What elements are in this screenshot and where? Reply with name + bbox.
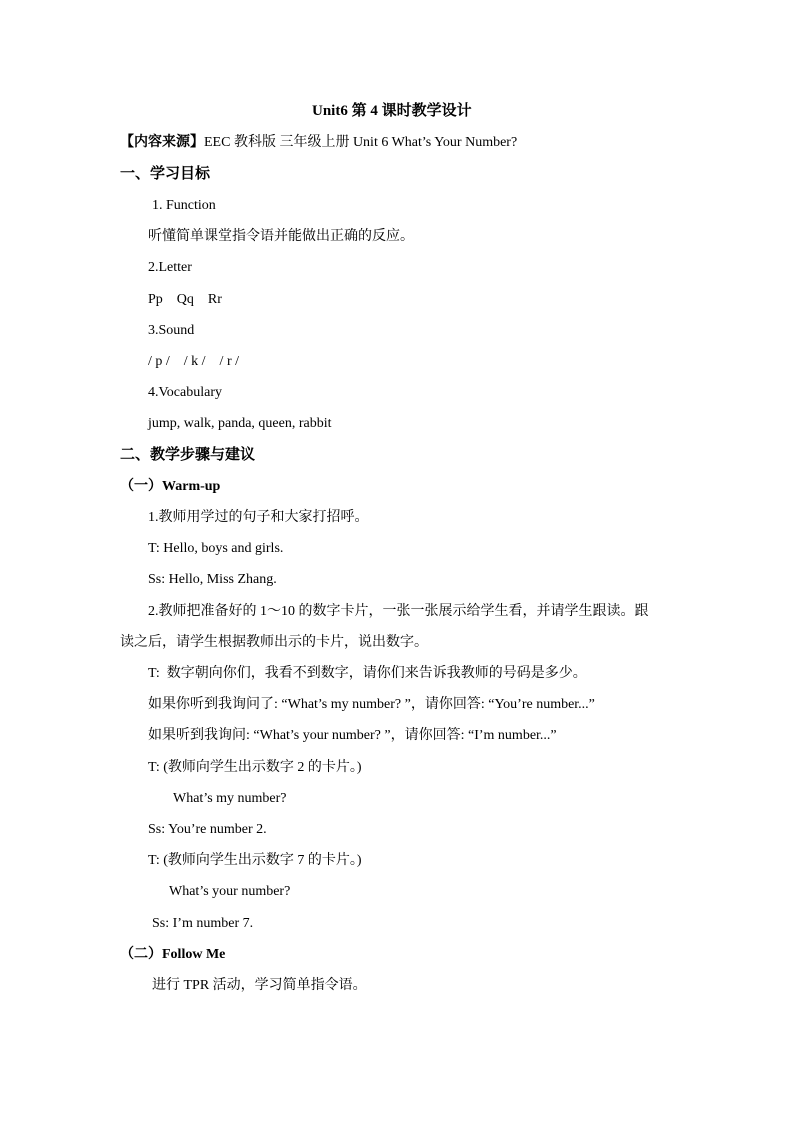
subsection-heading-warmup: （一）Warm-up bbox=[120, 479, 221, 494]
warmup-line: 1.教师用学过的句子和大家打招呼。 bbox=[148, 510, 369, 525]
warmup-line: Ss: I’m number 7. bbox=[152, 916, 254, 931]
warmup-line: What’s your number? bbox=[169, 884, 291, 899]
document-title: Unit6 第 4 课时教学设计 bbox=[312, 103, 472, 119]
warmup-line: What’s my number? bbox=[173, 791, 287, 806]
section-heading-steps: 二、教学步骤与建议 bbox=[120, 447, 256, 463]
objective-function-text: 听懂简单课堂指令语并能做出正确的反应。 bbox=[148, 229, 414, 244]
objective-function-label: 1. Function bbox=[152, 198, 216, 213]
warmup-line: T: Hello, boys and girls. bbox=[148, 541, 284, 556]
objective-letter-label: 2.Letter bbox=[148, 260, 192, 275]
warmup-line: T: 数字朝向你们，我看不到数字，请你们来告诉我教师的号码是多少。 bbox=[148, 666, 587, 681]
objective-vocabulary-label: 4.Vocabulary bbox=[148, 385, 222, 400]
objective-sound-label: 3.Sound bbox=[148, 323, 195, 338]
warmup-line: 2.教师把准备好的 1～10 的数字卡片，一张一张展示给学生看，并请学生跟读。跟 bbox=[148, 604, 649, 619]
content-source-line bbox=[120, 134, 517, 152]
objective-sound-text: / p / / k / / r / bbox=[148, 354, 239, 369]
subsection-heading-follow-me: （二）Follow Me bbox=[120, 947, 226, 962]
content-source-text: EEC 教科版 三年级上册 Unit 6 What’s Your Number? bbox=[204, 135, 518, 150]
warmup-line: 如果你听到我询问了: “What’s my number? ”，请你回答: “You’re number...” bbox=[148, 697, 595, 712]
warmup-line: Ss: Hello, Miss Zhang. bbox=[148, 572, 277, 587]
warmup-line: T: (教师向学生出示数字 2 的卡片。) bbox=[148, 760, 362, 775]
section-heading-objectives: 一、学习目标 bbox=[120, 166, 211, 182]
warmup-line: 如果听到我询问: “What’s your number? ”，请你回答: “I’m number...” bbox=[148, 728, 557, 743]
warmup-line: Ss: You’re number 2. bbox=[148, 822, 267, 837]
warmup-line: 读之后，请学生根据教师出示的卡片，说出数字。 bbox=[120, 635, 428, 650]
warmup-line: T: (教师向学生出示数字 7 的卡片。) bbox=[148, 853, 362, 868]
objective-vocabulary-text: jump, walk, panda, queen, rabbit bbox=[148, 416, 332, 431]
follow-me-line: 进行 TPR 活动，学习简单指令语。 bbox=[152, 978, 367, 993]
objective-letter-text: Pp Qq Rr bbox=[148, 292, 222, 307]
content-source-label: 【内容来源】 bbox=[120, 135, 204, 150]
